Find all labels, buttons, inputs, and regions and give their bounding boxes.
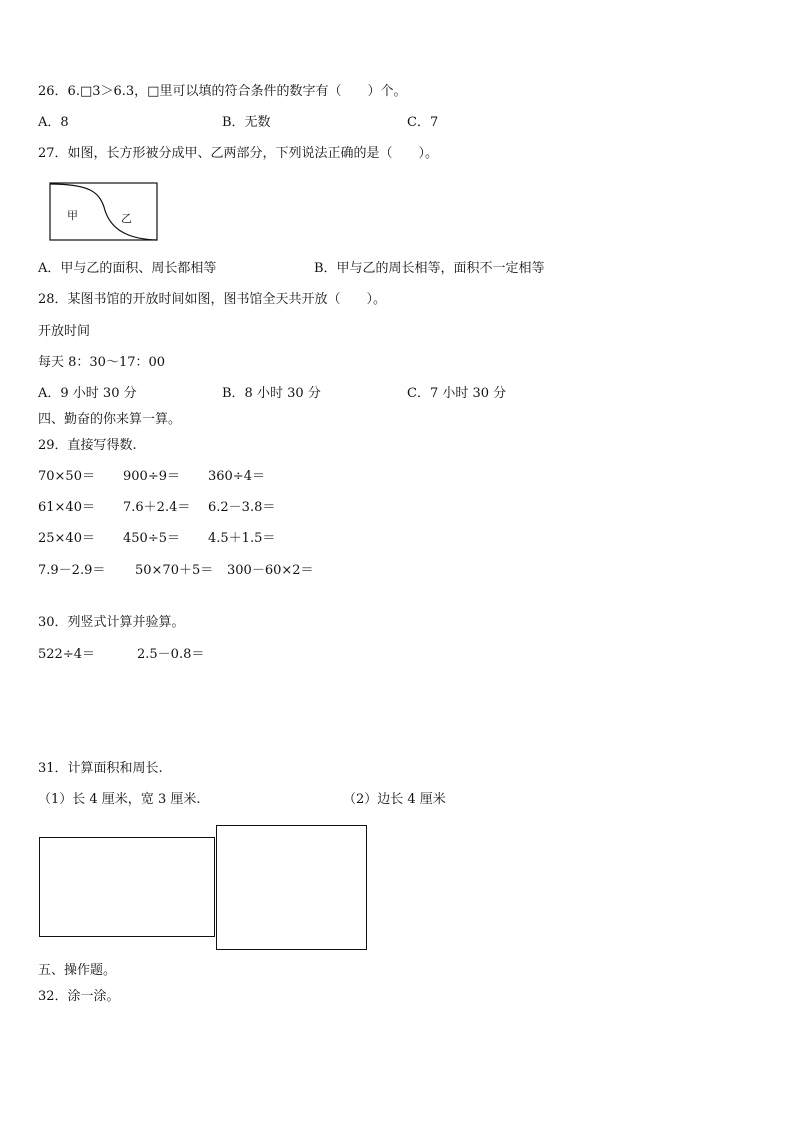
q29-item: 900÷9＝ (123, 469, 180, 484)
q30-stem: 30．列竖式计算并验算。 (38, 615, 185, 630)
q31-square-figure (216, 825, 367, 950)
q29-item: 6.2－3.8＝ (208, 500, 276, 515)
q26-option-b: B．无数 (222, 115, 271, 130)
q29-item: 7.6＋2.4＝ (123, 500, 191, 515)
q27-stem: 27．如图，长方形被分成甲、乙两部分，下列说法正确的是（ ）。 (38, 146, 439, 161)
q29-stem: 29．直接写得数. (38, 438, 137, 453)
q30-item: 2.5－0.8＝ (137, 647, 205, 662)
section-4-heading: 四、勤奋的你来算一算。 (38, 412, 182, 427)
q31-part2: （2）边长 4 厘米 (343, 792, 446, 807)
q29-item: 300－60×2＝ (227, 563, 314, 578)
q28-sign-time: 每天 8：30～17：00 (38, 355, 166, 370)
q31-part1: （1）长 4 厘米，宽 3 厘米. (38, 792, 201, 807)
q29-item: 450÷5＝ (123, 531, 180, 546)
q28-sign-title: 开放时间 (38, 324, 91, 339)
q27-option-b: B．甲与乙的周长相等，面积不一定相等 (314, 261, 545, 276)
q27-label-jia: 甲 (67, 209, 78, 222)
q27-label-yi: 乙 (121, 212, 132, 225)
q28-option-c: C．7 小时 30 分 (407, 386, 507, 401)
q29-item: 7.9－2.9＝ (38, 563, 106, 578)
q26-stem: 26．6.□3＞6.3，□里可以填的符合条件的数字有（ ）个。 (38, 84, 407, 99)
q31-rectangle-figure (39, 837, 215, 937)
q28-option-a: A．9 小时 30 分 (38, 386, 137, 401)
q29-item: 4.5＋1.5＝ (208, 531, 276, 546)
q28-option-b: B．8 小时 30 分 (222, 386, 321, 401)
q27-option-a: A．甲与乙的面积、周长都相等 (38, 261, 217, 276)
q30-item: 522÷4＝ (38, 647, 95, 662)
q28-stem: 28．某图书馆的开放时间如图，图书馆全天共开放（ ）。 (38, 292, 387, 307)
q29-item: 61×40＝ (38, 500, 95, 515)
q26-option-c: C．7 (407, 115, 439, 130)
q31-stem: 31．计算面积和周长. (38, 761, 163, 776)
section-5-heading: 五、操作题。 (38, 963, 117, 978)
q26-option-a: A．8 (38, 115, 69, 130)
q32-stem: 32．涂一涂。 (38, 989, 120, 1004)
q27-figure (49, 182, 159, 242)
q29-item: 360÷4＝ (208, 469, 265, 484)
q29-item: 50×70＋5＝ (135, 563, 214, 578)
q29-item: 70×50＝ (38, 469, 95, 484)
q29-item: 25×40＝ (38, 531, 95, 546)
